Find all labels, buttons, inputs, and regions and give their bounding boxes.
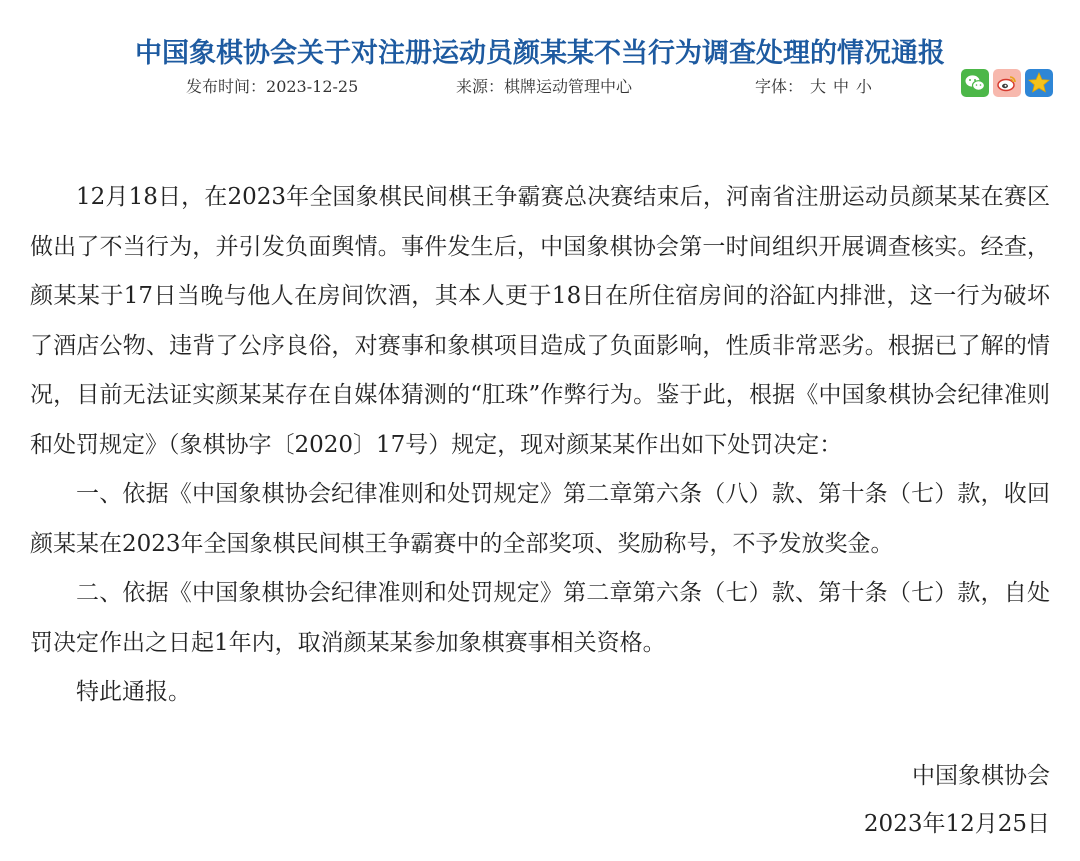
paragraph-intro: 12月18日，在2023年全国象棋民间棋王争霸赛总决赛结束后，河南省注册运动员颜某某在赛区做出了不当行为，并引发负面舆情。事件发生后，中国象棋协会第一时间组织开展调查核实。经查，颜某某于17日当晚与他人在房间饮酒，其本人更于18日在所住宿房间的浴缸内排泄，这一行为破坏了酒店公物、违背了公序良俗，对赛事和象棋项目造成了负面影响，性质非常恶劣。根据已了解的情况，目前无法证实颜某某存在自媒体猜测的“肛珠”作弊行为。鉴于此，根据《中国象棋协会纪律准则和处罚规定》（象棋协字〔2020〕17号）规定，现对颜某某作出如下处罚决定： [30, 184, 1050, 458]
article-body [30, 173, 1050, 718]
wechat-icon[interactable] [961, 69, 989, 97]
favorite-icon[interactable] [1025, 69, 1053, 97]
article-title: 中国象棋协会关于对注册运动员颜某某不当行为调查处理的情况通报 [135, 38, 945, 70]
source-value: 棋牌运动管理中心 [504, 77, 633, 96]
publish-date-value: 2023-12-25 [266, 77, 359, 96]
font-size-small-button[interactable]: 小 [856, 77, 873, 96]
paragraph-penalty-1: 一、依据《中国象棋协会纪律准则和处罚规定》第二章第六条（八）款、第十条（七）款，收回颜某某在2023年全国象棋民间棋王争霸赛中的全部奖项、奖励称号，不予发放奖金。 [30, 481, 1050, 557]
publish-date-label: 发布时间： [186, 77, 267, 96]
publish-date [186, 74, 358, 100]
source [456, 74, 632, 100]
signature-org: 中国象棋协会 [912, 763, 1050, 789]
signature-block [864, 752, 1050, 848]
source-label: 来源： [456, 77, 505, 96]
paragraph-penalty-2: 二、依据《中国象棋协会纪律准则和处罚规定》第二章第六条（七）款、第十条（七）款，自处罚决定作出之日起1年内，取消颜某某参加象棋赛事相关资格。 [30, 580, 1050, 656]
paragraph-closing: 特此通报。 [76, 679, 191, 705]
article-meta [0, 74, 1080, 100]
signature-date: 2023年12月25日 [863, 811, 1050, 837]
font-size-medium-button[interactable]: 中 [833, 77, 850, 96]
font-size-label: 字体： [755, 77, 804, 96]
font-size-selector [755, 74, 872, 100]
weibo-icon[interactable] [993, 69, 1021, 97]
font-size-large-button[interactable]: 大 [810, 77, 827, 96]
